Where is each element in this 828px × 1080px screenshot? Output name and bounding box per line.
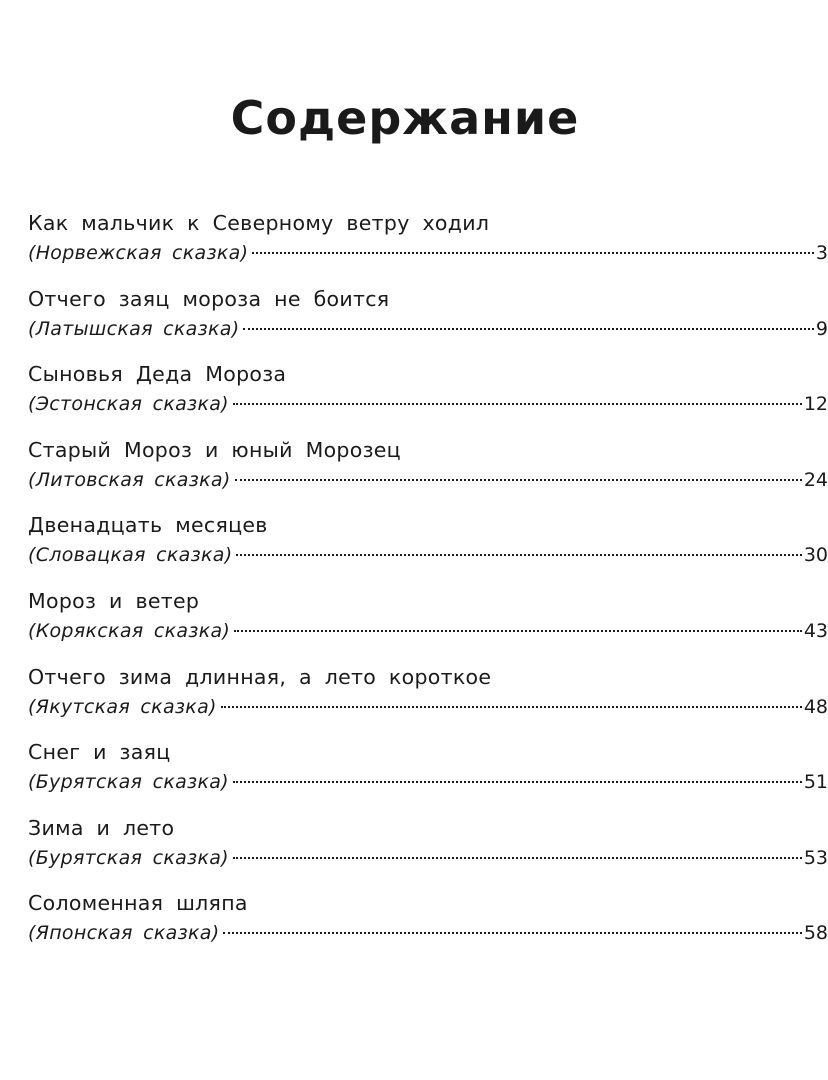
toc-entry[interactable]: [28, 510, 828, 586]
table-of-contents: [28, 208, 828, 964]
entry-page-number: 53: [803, 846, 828, 869]
entry-subline: [28, 616, 828, 646]
entry-page-number: 3: [815, 242, 828, 264]
toc-entry[interactable]: [28, 208, 828, 284]
entry-subline: [28, 238, 828, 268]
entry-origin: (Бурятская сказка): [28, 771, 229, 794]
entry-subline: [28, 465, 828, 495]
dot-leader: [252, 252, 814, 254]
dot-leader: [243, 328, 813, 330]
entry-title: Соломенная шляпа: [28, 891, 248, 916]
dot-leader: [233, 857, 802, 859]
entry-title: Снег и заяц: [28, 740, 171, 765]
entry-title: Старый Мороз и юный Морозец: [28, 437, 401, 462]
entry-page-number: 51: [803, 771, 828, 794]
dot-leader: [233, 403, 802, 405]
toc-entry[interactable]: [28, 662, 828, 738]
toc-entry[interactable]: [28, 284, 828, 360]
toc-entry[interactable]: [28, 737, 828, 813]
page-title: Содержание: [230, 91, 580, 145]
toc-entry[interactable]: [28, 435, 828, 511]
dot-leader: [236, 554, 801, 556]
dot-leader: [235, 479, 802, 481]
entry-subline: [28, 692, 828, 722]
entry-origin: (Бурятская сказка): [28, 846, 229, 869]
entry-subline: [28, 540, 828, 570]
entry-title: Мороз и ветер: [28, 588, 200, 613]
entry-origin: (Японская сказка): [28, 922, 220, 945]
entry-origin: (Корякская сказка): [28, 619, 231, 642]
entry-title: Двенадцать месяцев: [28, 513, 268, 538]
entry-origin: (Эстонская сказка): [28, 393, 229, 416]
entry-page-number: 48: [803, 695, 828, 718]
entry-title: Отчего заяц мороза не боится: [28, 286, 390, 311]
entry-origin: (Норвежская сказка): [28, 242, 249, 264]
toc-entry[interactable]: [28, 888, 828, 964]
entry-page-number: 30: [803, 544, 828, 567]
entry-origin: (Словацкая сказка): [28, 544, 233, 567]
entry-page-number: 58: [803, 922, 828, 945]
entry-origin: (Литовская сказка): [28, 468, 231, 491]
entry-subline: [28, 918, 828, 948]
dot-leader: [233, 781, 802, 783]
entry-subline: [28, 389, 828, 419]
toc-entry[interactable]: [28, 359, 828, 435]
entry-title: Как мальчик к Северному ветру ходил: [28, 211, 490, 235]
entry-subline: [28, 843, 828, 873]
dot-leader: [234, 630, 802, 632]
entry-page-number: 9: [815, 317, 828, 340]
entry-subline: [28, 314, 828, 344]
dot-leader: [223, 932, 801, 934]
dot-leader: [221, 706, 802, 708]
entry-origin: (Якутская сказка): [28, 695, 217, 718]
entry-title: Зима и лето: [28, 815, 175, 840]
entry-title: Отчего зима длинная, а лето короткое: [28, 664, 492, 689]
entry-page-number: 43: [803, 619, 828, 642]
entry-page-number: 12: [803, 393, 828, 416]
toc-entry[interactable]: [28, 586, 828, 662]
entry-title: Сыновья Деда Мороза: [28, 362, 287, 387]
entry-page-number: 24: [803, 468, 828, 491]
entry-subline: [28, 767, 828, 797]
entry-origin: (Латышская сказка): [28, 317, 240, 340]
toc-entry[interactable]: [28, 813, 828, 889]
